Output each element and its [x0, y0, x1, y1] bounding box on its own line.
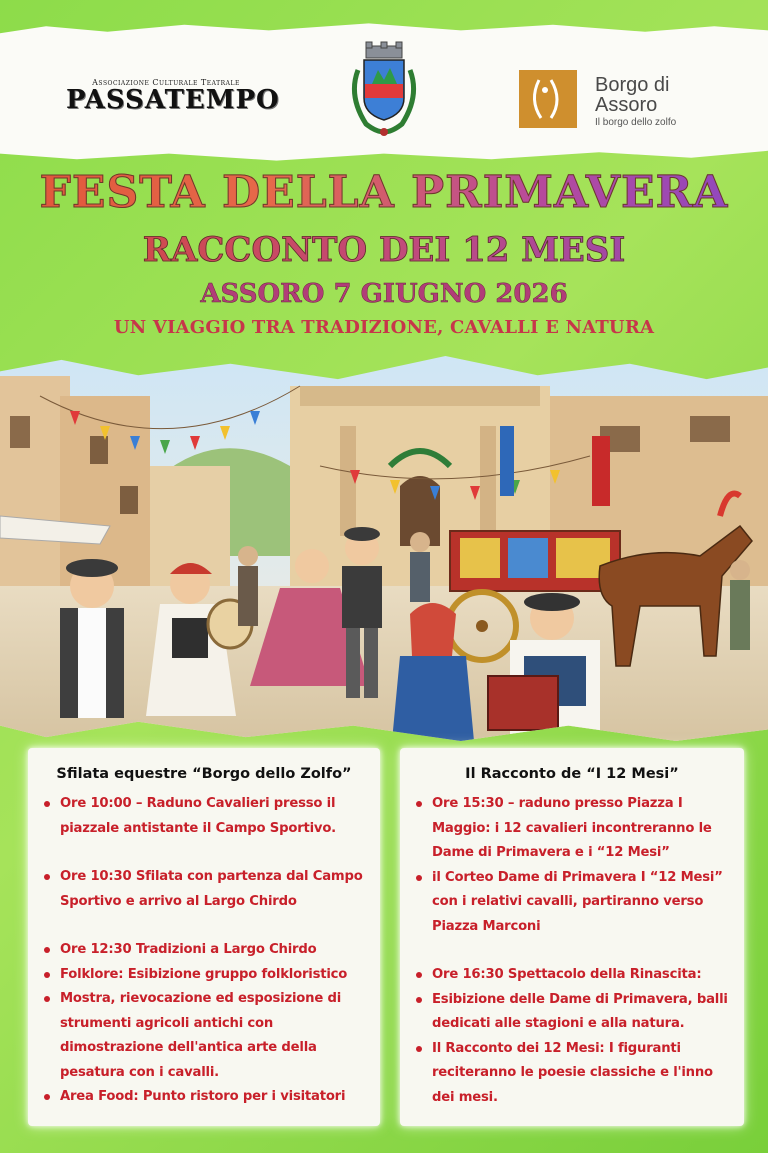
program-panel-morning: [28, 748, 380, 1126]
borgo-logo-mark-icon: [519, 70, 577, 128]
event-date: ASSORO 7 GIUGNO 2026: [200, 279, 568, 309]
list-item: Ore 15:30 – raduno presso Piazza I Maggio: i 12 cavalieri incontreranno le Dame di Primavera e i “12 Mesi”: [412, 792, 732, 866]
title-block: [0, 160, 768, 342]
list-item: Ore 16:30 Spettacolo della Rinascita:: [412, 963, 732, 988]
list-item: Ore 10:30 Sfilata con partenza dal Campo Sportivo e arrivo al Largo Chirdo: [40, 865, 368, 914]
program-panel-afternoon: [400, 748, 744, 1126]
panel-title-racconto: Il Racconto de “I 12 Mesi”: [465, 766, 679, 782]
borgo-logo-line3: Il borgo dello zolfo: [595, 117, 677, 128]
list-item: Esibizione delle Dame di Primavera, balli dedicati alle stagioni e alla natura.: [412, 988, 732, 1037]
passatempo-logo: [66, 78, 280, 115]
list-item: il Corteo Dame di Primavera I “12 Mesi” con i relativi cavalli, partiranno verso Piazza Marconi: [412, 866, 732, 940]
festival-illustration: [0, 356, 768, 741]
borgo-di-assoro-logo: [519, 70, 719, 130]
passatempo-logo-subtitle: Associazione Culturale Teatrale: [92, 78, 240, 87]
main-title: FESTA DELLA PRIMAVERA: [0, 160, 768, 226]
municipal-crest-icon: [342, 40, 426, 144]
list-item: Folklore: Esibizione gruppo folkloristico: [40, 963, 368, 988]
list-item: Ore 10:00 – Raduno Cavalieri presso il piazzale antistante il Campo Sportivo.: [40, 792, 368, 841]
list-item: Mostra, rievocazione ed esposizione di strumenti agricoli antichi con dimostrazione dell'antica arte della pesatura con i cavalli.: [40, 987, 368, 1085]
panel-title-sfilata: Sfilata equestre “Borgo dello Zolfo”: [56, 766, 352, 782]
tagline: UN VIAGGIO TRA TRADIZIONE, CAVALLI E NATURA: [113, 317, 655, 338]
borgo-logo-line2: Assoro: [595, 94, 658, 116]
sub-title: RACCONTO DEI 12 MESI: [0, 226, 768, 274]
passatempo-logo-name: PASSATEMPO: [66, 85, 280, 115]
list-item: Ore 12:30 Tradizioni a Largo Chirdo: [40, 938, 368, 963]
program-list-afternoon: [400, 782, 744, 1110]
program-list-morning: [28, 782, 380, 1110]
list-item: Area Food: Punto ristoro per i visitatori: [40, 1085, 368, 1110]
list-item: Il Racconto dei 12 Mesi: I figuranti reciteranno le poesie classiche e l'inno dei mesi.: [412, 1037, 732, 1111]
borgo-logo-line1: Borgo di: [595, 74, 670, 96]
